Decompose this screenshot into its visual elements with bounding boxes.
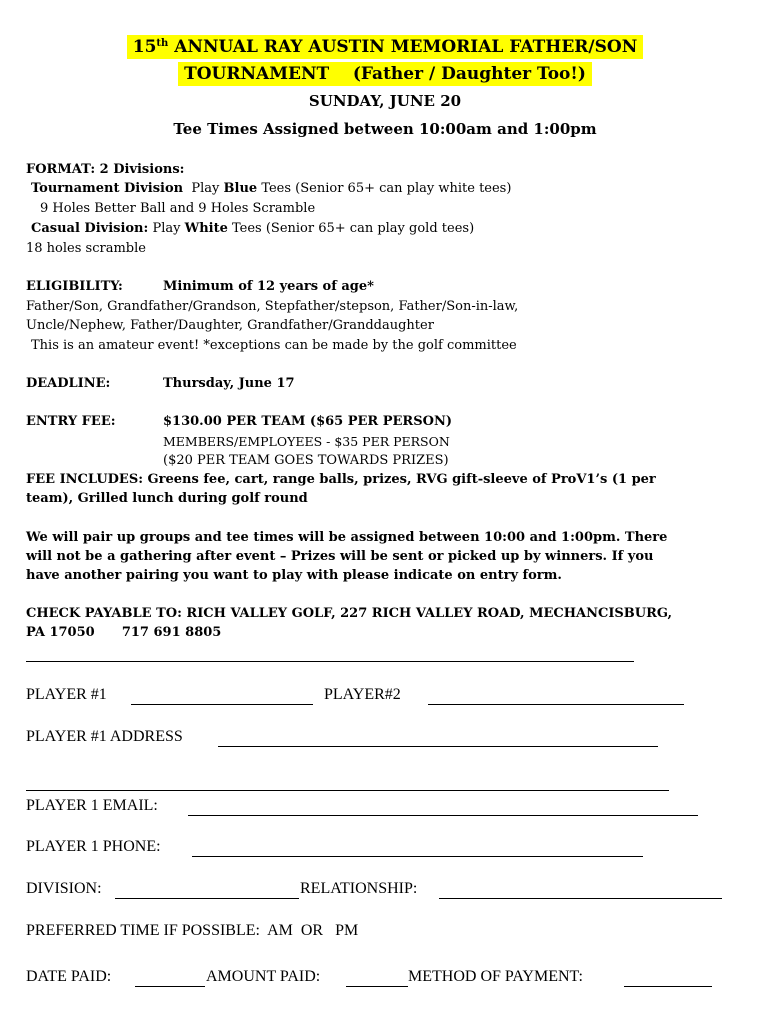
deadline-value: Thursday, June 17	[163, 376, 295, 391]
method-label: METHOD OF PAYMENT:	[408, 968, 583, 985]
division-field[interactable]	[115, 898, 299, 899]
relationship-label: RELATIONSHIP:	[300, 880, 418, 897]
email-field[interactable]	[188, 815, 698, 816]
casual-play-text: Play	[152, 221, 181, 236]
pairing-line-2: will not be a gathering after event – Prizes will be sent or picked up by winners. If you	[26, 549, 654, 564]
casual-division-line	[31, 221, 474, 236]
members-fee: MEMBERS/EMPLOYEES - $35 PER PERSON	[163, 434, 450, 449]
deadline-label: DEADLINE:	[26, 376, 111, 391]
tournament-division-label: Tournament Division	[31, 181, 184, 196]
address-field[interactable]	[218, 746, 658, 747]
check-payable-line-2: PA 17050 717 691 8805	[26, 625, 222, 640]
casual-tee-color: White	[184, 221, 228, 236]
tournament-format-detail: 9 Holes Better Ball and 9 Holes Scramble	[40, 201, 316, 216]
prizes-note: ($20 PER TEAM GOES TOWARDS PRIZES)	[163, 453, 449, 468]
title-line-2	[0, 64, 770, 84]
casual-division-label: Casual Division:	[31, 221, 149, 236]
title-text-1: ANNUAL RAY AUSTIN MEMORIAL FATHER/SON	[168, 37, 638, 57]
entry-fee-label: ENTRY FEE:	[26, 414, 116, 429]
eligibility-line-2: Uncle/Nephew, Father/Daughter, Grandfather/Granddaughter	[26, 318, 434, 333]
address-label: PLAYER #1 ADDRESS	[26, 728, 183, 745]
email-label: PLAYER 1 EMAIL:	[26, 797, 158, 814]
title-ordinal: 15	[132, 37, 157, 57]
format-heading: FORMAT: 2 Divisions:	[26, 162, 185, 177]
title-ordinal-suffix: th	[156, 38, 169, 49]
relationship-field[interactable]	[439, 898, 722, 899]
tournament-division-line	[31, 181, 511, 196]
amount-paid-label: AMOUNT PAID:	[206, 968, 321, 985]
tournament-tee-color: Blue	[223, 181, 258, 196]
player1-field[interactable]	[131, 704, 313, 705]
event-date: SUNDAY, JUNE 20	[308, 92, 462, 110]
separator-line	[26, 661, 634, 662]
method-field[interactable]	[624, 986, 712, 987]
fee-includes-line-2: team), Grilled lunch during golf round	[26, 491, 308, 506]
eligibility-value: Minimum of 12 years of age*	[163, 279, 374, 294]
pairing-line-3: have another pairing you want to play with please indicate on entry form.	[26, 568, 562, 583]
check-payable-line-1: CHECK PAYABLE TO: RICH VALLEY GOLF, 227 RICH VALLEY ROAD, MECHANCISBURG,	[26, 606, 673, 621]
player1-label: PLAYER #1	[26, 686, 107, 703]
preferred-time: PREFERRED TIME IF POSSIBLE: AM OR PM	[26, 922, 359, 939]
amount-paid-field[interactable]	[346, 986, 408, 987]
casual-tee-detail: Tees (Senior 65+ can play gold tees)	[232, 221, 475, 236]
date-paid-label: DATE PAID:	[26, 968, 112, 985]
phone-field[interactable]	[192, 856, 643, 857]
player2-label: PLAYER#2	[324, 686, 401, 703]
casual-format-detail: 18 holes scramble	[26, 241, 146, 256]
phone-label: PLAYER 1 PHONE:	[26, 838, 161, 855]
title-line-1	[0, 37, 770, 57]
fee-includes-line-1: FEE INCLUDES: Greens fee, cart, range balls, prizes, RVG gift-sleeve of ProV1’s (1 per	[26, 472, 656, 487]
address-field-line-2[interactable]	[26, 790, 669, 791]
title-text-2: TOURNAMENT (Father / Daughter Too!)	[178, 62, 592, 86]
division-label: DIVISION:	[26, 880, 102, 897]
date-paid-field[interactable]	[135, 986, 205, 987]
entry-fee-value: $130.00 PER TEAM ($65 PER PERSON)	[163, 414, 452, 429]
pairing-line-1: We will pair up groups and tee times will be assigned between 10:00 and 1:00pm. There	[26, 530, 668, 545]
tournament-play-text: Play	[191, 181, 220, 196]
eligibility-line-3: This is an amateur event! *exceptions can be made by the golf committee	[31, 338, 517, 353]
tee-times: Tee Times Assigned between 10:00am and 1:00pm	[173, 120, 597, 138]
tournament-tee-detail: Tees (Senior 65+ can play white tees)	[261, 181, 512, 196]
player2-field[interactable]	[428, 704, 684, 705]
eligibility-label: ELIGIBILITY:	[26, 279, 123, 294]
eligibility-line-1: Father/Son, Grandfather/Grandson, Stepfather/stepson, Father/Son-in-law,	[26, 299, 519, 314]
